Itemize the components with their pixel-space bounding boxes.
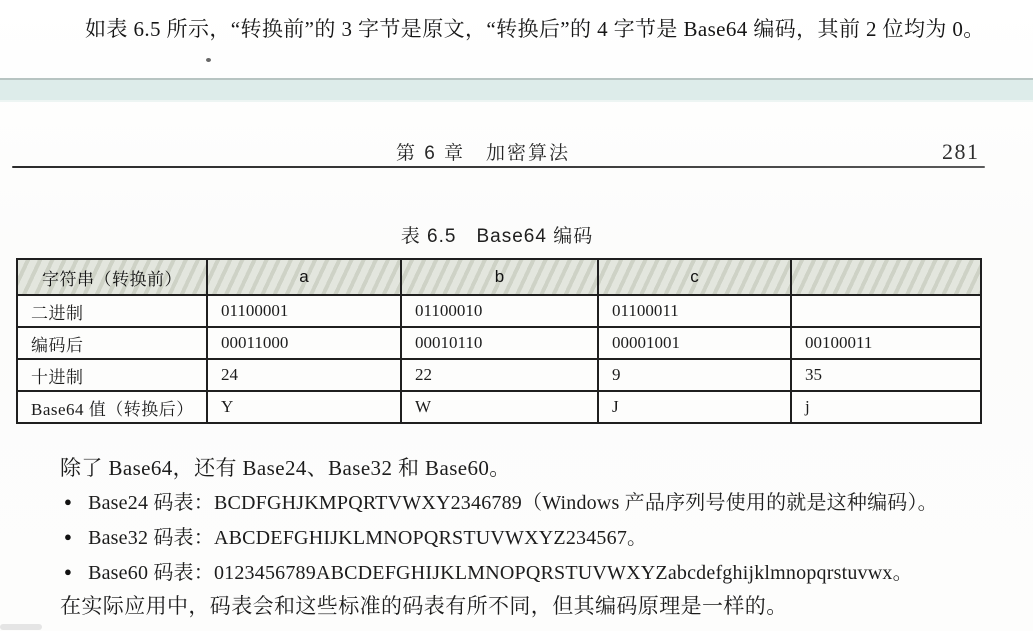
table-header-row (17, 259, 981, 295)
list-item-base24 (64, 486, 938, 515)
table-cell: 9 (598, 359, 791, 391)
table-cell: 35 (791, 359, 981, 391)
bullet-icon: ● (64, 564, 73, 579)
table-header-cell: b (401, 259, 598, 295)
table-cell: 00001001 (598, 327, 791, 359)
table-cell: 00011000 (207, 327, 401, 359)
bullet-text: Base60 码表：0123456789ABCDEFGHIJKLMNOPQRSTUVWXYZabcdefghijklmnopqrstuvwx。 (88, 562, 913, 584)
table-cell: 00010110 (401, 327, 598, 359)
row-label: Base64 值（转换后） (17, 391, 207, 423)
bullet-text: Base32 码表：ABCDEFGHIJKLMNOPQRSTUVWXYZ234567。 (88, 527, 648, 549)
row-label: 二进制 (17, 295, 207, 327)
table-header-cell: a (207, 259, 401, 295)
table-cell: 24 (207, 359, 401, 391)
table-cell: 01100001 (207, 295, 401, 327)
bullet-icon: ● (64, 529, 73, 544)
header-rule-line (12, 166, 985, 168)
table-row (17, 391, 981, 423)
table-row (17, 295, 981, 327)
page-number: 281 (942, 139, 980, 164)
table-row (17, 359, 981, 391)
table-cell: j (791, 391, 981, 423)
table-row (17, 327, 981, 359)
table-cell: Y (207, 391, 401, 423)
table-cell: 00100011 (791, 327, 981, 359)
scan-smudge-artifact (0, 624, 42, 630)
table-cell: 22 (401, 359, 598, 391)
paragraph-other-bases: 除了 Base64，还有 Base24、Base32 和 Base60。 (60, 456, 511, 480)
scan-dot-artifact (206, 58, 211, 62)
table-cell: J (598, 391, 791, 423)
row-label: 十进制 (17, 359, 207, 391)
table-header-cell (791, 259, 981, 295)
base64-encoding-table (16, 258, 982, 424)
bullet-icon: ● (64, 494, 73, 509)
list-item-base32 (64, 521, 647, 550)
table-header-cell: c (598, 259, 791, 295)
intro-paragraph: 如表 6.5 所示，“转换前”的 3 字节是原文，“转换后”的 4 字节是 Base64 编码，其前 2 位均为 0。 (85, 17, 985, 41)
table-caption: 表 6.5 Base64 编码 (400, 226, 594, 247)
closing-paragraph: 在实际应用中，码表会和这些标准的码表有所不同，但其编码原理是一样的。 (60, 594, 788, 618)
list-item-base60 (64, 556, 913, 585)
table-header-cell: 字符串（转换前） (17, 259, 207, 295)
row-label: 编码后 (17, 327, 207, 359)
table-cell (791, 295, 981, 327)
bullet-text: Base24 码表：BCDFGHJKMPQRTVWXY2346789（Windows 产品序列号使用的就是这种编码）。 (88, 492, 938, 514)
table-cell: 01100011 (598, 295, 791, 327)
scan-color-band (0, 78, 1033, 100)
table-cell: 01100010 (401, 295, 598, 327)
running-header-chapter: 第 6 章 加密算法 (395, 143, 571, 164)
table-cell: W (401, 391, 598, 423)
